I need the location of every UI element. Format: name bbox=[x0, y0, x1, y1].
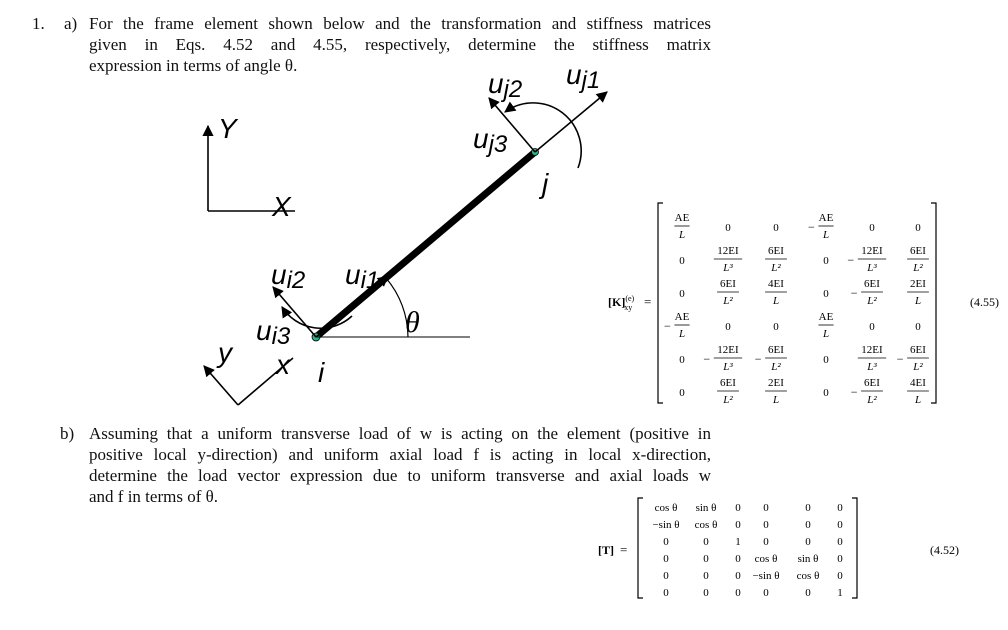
stiffness-cell: 0 bbox=[725, 321, 731, 333]
numerator: 6EI bbox=[768, 245, 784, 257]
transformation-cell: 0 bbox=[763, 587, 769, 599]
problem-number: 1. bbox=[32, 14, 45, 33]
denominator: L bbox=[914, 295, 922, 307]
transformation-matrix bbox=[590, 495, 990, 605]
transformation-cell: 0 bbox=[703, 587, 709, 599]
transformation-cell: 0 bbox=[735, 519, 741, 531]
transformation-equals: = bbox=[620, 542, 628, 557]
stiffness-cell: 0 bbox=[679, 288, 685, 300]
stiffness-cell: 0 bbox=[679, 354, 685, 366]
numerator: AE bbox=[674, 212, 690, 224]
numerator: 12EI bbox=[717, 245, 739, 257]
minus-sign: − bbox=[703, 352, 711, 366]
transformation-cell: 0 bbox=[805, 502, 811, 514]
stiffness-cells bbox=[664, 212, 929, 406]
transformation-cell: 0 bbox=[837, 519, 843, 531]
numerator: 6EI bbox=[864, 278, 880, 290]
transformation-cell: cos θ bbox=[754, 553, 778, 565]
numerator: AE bbox=[818, 212, 834, 224]
part-b-line-3: determine the load vector expression due to uniform transverse and axial loads w bbox=[89, 466, 711, 485]
minus-sign: − bbox=[850, 286, 858, 300]
stiffness-cell bbox=[907, 278, 929, 307]
global-x-axis-label: X bbox=[272, 191, 291, 222]
transformation-cell: 0 bbox=[663, 553, 669, 565]
transformation-cell: sin θ bbox=[797, 553, 819, 565]
minus-sign: − bbox=[896, 352, 904, 366]
denominator: L bbox=[822, 229, 830, 241]
transformation-cell: 0 bbox=[663, 536, 669, 548]
stiffness-cell: 0 bbox=[823, 387, 829, 399]
stiffness-cell: 0 bbox=[823, 354, 829, 366]
transformation-cell: 0 bbox=[837, 536, 843, 548]
global-axes bbox=[208, 113, 295, 222]
part-a-label: a) bbox=[64, 14, 78, 33]
transformation-cell: 0 bbox=[735, 502, 741, 514]
transformation-cell: 0 bbox=[735, 587, 741, 599]
denominator: L² bbox=[723, 295, 733, 307]
minus-sign: − bbox=[754, 352, 762, 366]
stiffness-cell bbox=[851, 278, 883, 307]
part-b-label: b) bbox=[60, 424, 75, 443]
svg-text:ui2 bbox=[271, 259, 305, 294]
transformation-cell: 0 bbox=[805, 587, 811, 599]
part-b-line-1: Assuming that a uniform transverse load of w is acting on the element (positive in bbox=[89, 424, 711, 443]
transformation-cell: 0 bbox=[703, 536, 709, 548]
transformation-lhs: [T] bbox=[598, 543, 614, 557]
denominator: L³ bbox=[723, 262, 733, 274]
u-j3-subscript: j3 bbox=[488, 131, 508, 158]
frame-element-figure bbox=[0, 60, 640, 480]
denominator: L² bbox=[771, 361, 781, 373]
stiffness-cell: 0 bbox=[823, 255, 829, 267]
denominator: L bbox=[678, 229, 686, 241]
svg-text:uj2 bbox=[488, 68, 522, 103]
u-i2-subscript: i2 bbox=[286, 267, 306, 294]
stiffness-cell bbox=[907, 377, 929, 406]
numerator: AE bbox=[818, 311, 834, 323]
denominator: L bbox=[772, 394, 780, 406]
stiffness-equals: = bbox=[644, 294, 652, 309]
stiffness-cell: 0 bbox=[773, 222, 779, 234]
local-x-axis-label: x bbox=[276, 349, 290, 380]
stiffness-cell: 0 bbox=[915, 321, 921, 333]
transformation-cell: sin θ bbox=[695, 502, 717, 514]
svg-text:ui1 bbox=[345, 259, 379, 294]
stiffness-cell: 0 bbox=[823, 288, 829, 300]
stiffness-cell bbox=[714, 245, 742, 274]
transformation-bracket-left bbox=[638, 498, 643, 598]
u-i1-symbol: u bbox=[345, 259, 361, 290]
transformation-cell: cos θ bbox=[796, 570, 820, 582]
transformation-cell: 0 bbox=[763, 536, 769, 548]
u-j1-subscript: j1 bbox=[581, 67, 601, 94]
svg-text:uj1 bbox=[566, 60, 600, 94]
stiffness-cell: 0 bbox=[679, 255, 685, 267]
transformation-cell: cos θ bbox=[654, 502, 678, 514]
u-i1-subscript: i1 bbox=[360, 267, 380, 294]
node-i-label: i bbox=[318, 357, 325, 388]
minus-sign: − bbox=[808, 220, 815, 234]
transformation-cell: 0 bbox=[805, 536, 811, 548]
stiffness-cell: 0 bbox=[725, 222, 731, 234]
u-j3-symbol: u bbox=[473, 123, 489, 154]
stiffness-bracket-right bbox=[931, 203, 936, 403]
denominator: L bbox=[914, 394, 922, 406]
part-b-line-4: and f in terms of θ. bbox=[89, 487, 219, 506]
stiffness-cell bbox=[717, 278, 739, 307]
numerator: 2EI bbox=[768, 377, 784, 389]
transformation-cell: 0 bbox=[663, 587, 669, 599]
part-a-line-1: For the frame element shown below and the transformation and stiffness matrices bbox=[89, 14, 711, 33]
numerator: 2EI bbox=[910, 278, 926, 290]
transformation-cell: −sin θ bbox=[652, 519, 680, 531]
stiffness-cell bbox=[858, 344, 886, 373]
stiffness-cell bbox=[897, 344, 929, 373]
transformation-cell: 1 bbox=[837, 587, 843, 599]
denominator: L² bbox=[771, 262, 781, 274]
stiffness-cell bbox=[755, 344, 787, 373]
stiffness-cell bbox=[674, 212, 689, 241]
transformation-cell: 0 bbox=[763, 519, 769, 531]
transformation-cell: 0 bbox=[837, 502, 843, 514]
numerator: 6EI bbox=[910, 245, 926, 257]
theta-label: θ bbox=[405, 306, 420, 339]
local-y-axis-label: y bbox=[218, 337, 232, 368]
transformation-cell: 0 bbox=[703, 553, 709, 565]
svg-text:uj3 bbox=[473, 123, 508, 158]
stiffness-cell: 0 bbox=[869, 321, 875, 333]
denominator: L² bbox=[913, 361, 923, 373]
denominator: L bbox=[772, 295, 780, 307]
denominator: L³ bbox=[723, 361, 733, 373]
denominator: L³ bbox=[867, 361, 877, 373]
svg-text:[K](e)xy bbox=[608, 294, 635, 312]
stiffness-lhs-sub: xy bbox=[624, 303, 633, 312]
numerator: 4EI bbox=[910, 377, 926, 389]
transformation-cell: 0 bbox=[805, 519, 811, 531]
transformation-cell: 0 bbox=[763, 502, 769, 514]
denominator: L bbox=[822, 328, 830, 340]
transformation-cell: 0 bbox=[735, 570, 741, 582]
transformation-cell: 0 bbox=[703, 570, 709, 582]
stiffness-cell bbox=[907, 245, 929, 274]
numerator: 12EI bbox=[717, 344, 739, 356]
numerator: 6EI bbox=[768, 344, 784, 356]
denominator: L bbox=[678, 328, 686, 340]
u-i3-subscript: i3 bbox=[271, 323, 291, 350]
transformation-cell: 1 bbox=[735, 536, 741, 548]
stiffness-cell bbox=[808, 212, 834, 241]
transformation-cell: 0 bbox=[837, 553, 843, 565]
denominator: L³ bbox=[867, 262, 877, 274]
part-b-line-2: positive local y-direction) and uniform axial load f is acting in local x-direction, bbox=[89, 445, 711, 464]
numerator: 12EI bbox=[861, 344, 883, 356]
denominator: L² bbox=[867, 295, 877, 307]
u-j2-subscript: j2 bbox=[503, 76, 523, 103]
stiffness-lhs: [K] bbox=[608, 295, 626, 309]
stiffness-bracket-left bbox=[658, 203, 663, 403]
u-j2-symbol: u bbox=[488, 68, 504, 99]
transformation-cell: 0 bbox=[663, 570, 669, 582]
node-j-label: j bbox=[542, 168, 549, 199]
stiffness-cell bbox=[765, 245, 787, 274]
numerator: 4EI bbox=[768, 278, 784, 290]
stiffness-cell bbox=[765, 377, 787, 406]
stiffness-cell bbox=[664, 311, 690, 340]
stiffness-cell bbox=[818, 311, 833, 340]
part-a-line-2: given in Eqs. 4.52 and 4.55, respectively, determine the stiffness matrix bbox=[89, 35, 711, 54]
stiffness-cell bbox=[717, 377, 739, 406]
stiffness-cell bbox=[847, 245, 886, 274]
stiffness-eq-number: (4.55) bbox=[970, 295, 999, 309]
numerator: 6EI bbox=[910, 344, 926, 356]
denominator: L² bbox=[723, 394, 733, 406]
transformation-cell: cos θ bbox=[694, 519, 718, 531]
stiffness-cell bbox=[765, 278, 787, 307]
stiffness-cell: 0 bbox=[915, 222, 921, 234]
denominator: L² bbox=[867, 394, 877, 406]
u-i3-symbol: u bbox=[256, 315, 272, 346]
minus-sign: − bbox=[664, 319, 671, 333]
numerator: 6EI bbox=[720, 377, 736, 389]
transformation-cell: −sin θ bbox=[752, 570, 780, 582]
numerator: 6EI bbox=[864, 377, 880, 389]
node-j-dofs bbox=[473, 60, 607, 199]
transformation-cells bbox=[652, 502, 843, 599]
numerator: 12EI bbox=[861, 245, 883, 257]
denominator: L² bbox=[913, 262, 923, 274]
numerator: AE bbox=[674, 311, 690, 323]
stiffness-lhs-sup: (e) bbox=[625, 294, 635, 303]
stiffness-matrix bbox=[600, 195, 1000, 415]
part-a-line-3: expression in terms of angle θ. bbox=[89, 56, 298, 75]
minus-sign: − bbox=[850, 385, 858, 399]
u-i2-symbol: u bbox=[271, 259, 287, 290]
stiffness-cell bbox=[703, 344, 742, 373]
global-y-axis-label: Y bbox=[218, 113, 237, 144]
svg-text:ui3 bbox=[256, 315, 291, 350]
transformation-cell: 0 bbox=[837, 570, 843, 582]
transformation-cell: 0 bbox=[735, 553, 741, 565]
numerator: 6EI bbox=[720, 278, 736, 290]
transformation-bracket-right bbox=[852, 498, 857, 598]
stiffness-cell: 0 bbox=[679, 387, 685, 399]
stiffness-cell: 0 bbox=[869, 222, 875, 234]
stiffness-cell: 0 bbox=[773, 321, 779, 333]
stiffness-cell bbox=[851, 377, 883, 406]
u-j1-symbol: u bbox=[566, 60, 582, 90]
transformation-eq-number: (4.52) bbox=[930, 543, 959, 557]
minus-sign: − bbox=[847, 253, 855, 267]
